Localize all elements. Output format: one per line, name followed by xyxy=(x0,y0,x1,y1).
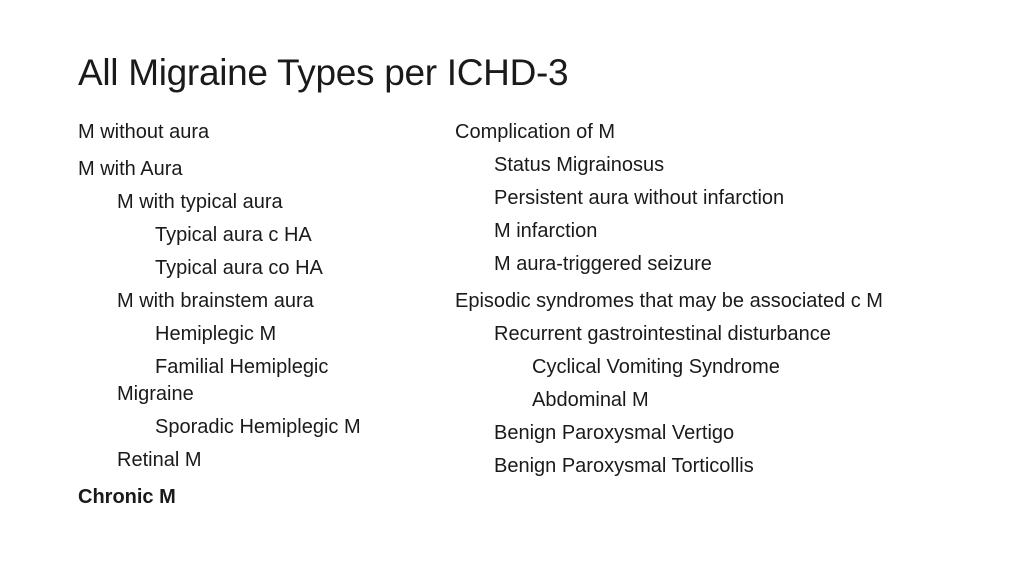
list-item: Hemiplegic M xyxy=(155,323,277,345)
slide-title: All Migraine Types per ICHD-3 xyxy=(78,52,569,93)
list-item: Status Migrainosus xyxy=(494,154,665,176)
list-item: Typical aura co HA xyxy=(155,257,323,279)
list-item: M infarction xyxy=(494,220,598,242)
list-item: M with brainstem aura xyxy=(117,290,314,312)
list-item: M aura-triggered seizure xyxy=(494,253,712,275)
list-item: Sporadic Hemiplegic M xyxy=(155,416,361,438)
list-item: Persistent aura without infarction xyxy=(494,187,785,209)
list-item: Recurrent gastrointestinal disturbance xyxy=(494,323,831,345)
list-item: Typical aura c HA xyxy=(155,224,312,246)
list-item: Complication of M xyxy=(455,121,616,143)
list-item: Benign Paroxysmal Vertigo xyxy=(494,422,735,444)
list-item: M with typical aura xyxy=(117,191,283,213)
list-item: M without aura xyxy=(78,121,210,143)
right-column xyxy=(455,119,1015,480)
list-item: Retinal M xyxy=(117,449,202,471)
left-column xyxy=(78,119,438,511)
list-item: Episodic syndromes that may be associated c M xyxy=(455,290,883,312)
list-item: M with Aura xyxy=(78,158,183,180)
list-item: Benign Paroxysmal Torticollis xyxy=(494,455,754,477)
list-item: Chronic M xyxy=(78,486,176,508)
list-item: Abdominal M xyxy=(532,389,649,411)
list-item: Familial Hemiplegic Migraine xyxy=(117,356,329,405)
list-item: Cyclical Vomiting Syndrome xyxy=(532,356,780,378)
